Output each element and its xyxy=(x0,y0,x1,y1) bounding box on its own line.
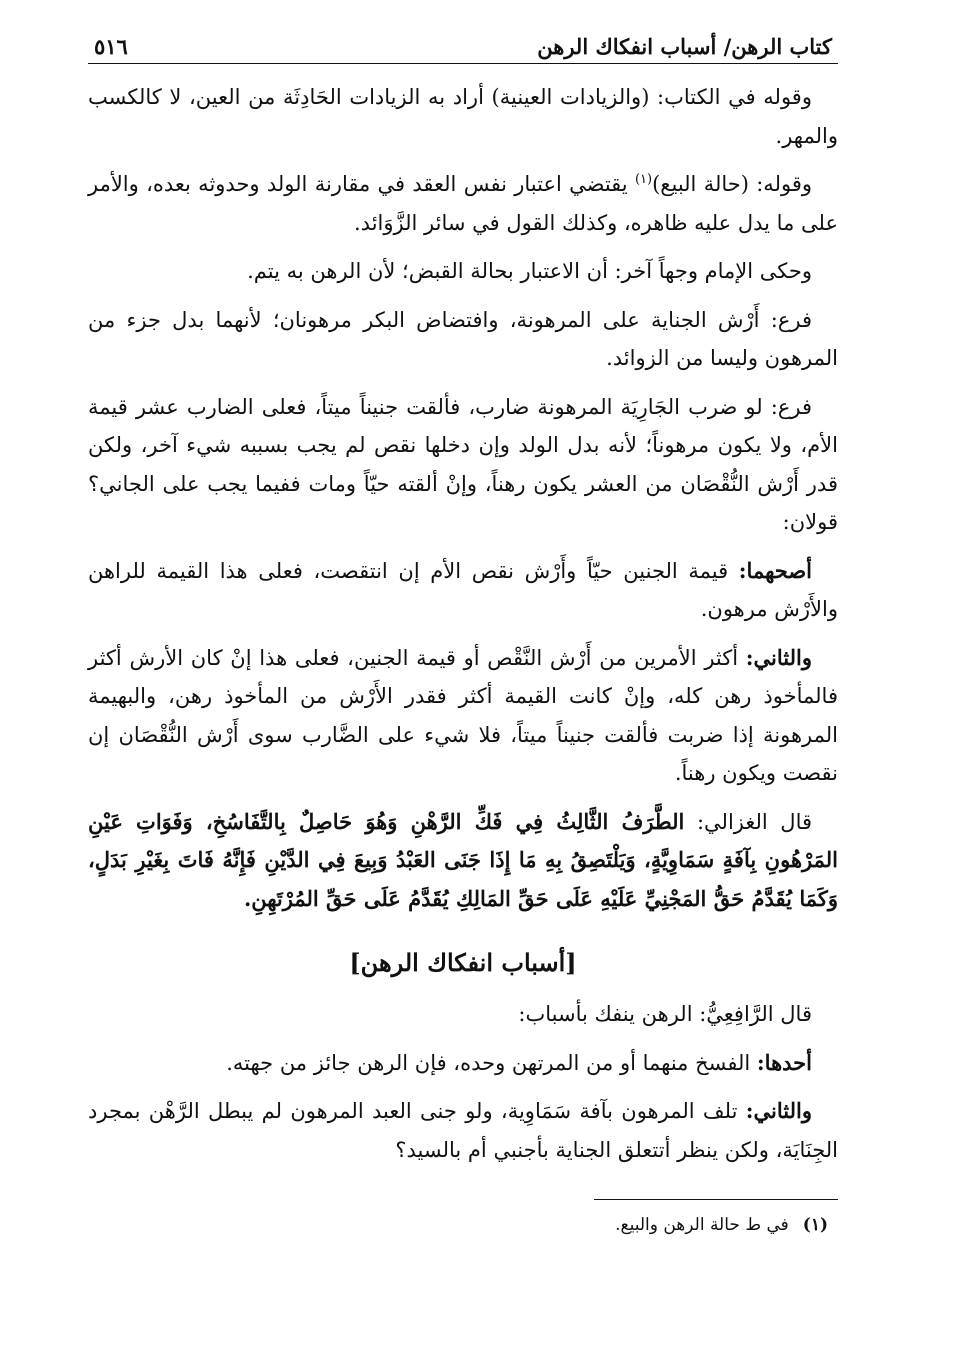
paragraph-text: تلف المرهون بآفة سَمَاوِية، ولو جنى العبد المرهون لم يبطل الرَّهْن بمجرد الجِنَايَة، ولكن ينظر أتتعلق الجناية بأجنبي أم بالسيد؟ xyxy=(88,1099,838,1162)
footnote-divider xyxy=(594,1199,838,1200)
footnote-reference: (١) xyxy=(634,172,653,187)
paragraph xyxy=(88,552,838,629)
footnote xyxy=(88,1210,838,1240)
paragraph-text: وحكى الإمام وجهاً آخر: أن الاعتبار بحالة القبض؛ لأن الرهن به يتم. xyxy=(247,259,812,283)
paragraph-text: أكثر الأمرين من أَرْش النَّقْص أو قيمة الجنين، فعلى هذا إنْ كان الأرش أكثر فالمأخوذ رهن كله، وإنْ كانت القيمة أكثر فقدر الأَرْش من المأخوذ رهن، والبهيمة المرهونة إذا ضربت فألقت جنيناً ميتاً، فلا شيء على الضَّارب سوى أَرْش النُّقْصَان إن نقصت ويكون رهناً. xyxy=(88,645,838,785)
paragraph-lead: أحدها: xyxy=(756,1049,812,1075)
paragraph xyxy=(88,165,838,242)
paragraph-text: وقوله: (حالة البيع) xyxy=(652,172,812,196)
paragraph-text: فرع: أَرْش الجناية على المرهونة، وافتضاض البكر مرهونان؛ لأنهما بدل جزء من المرهون وليسا من الزوائد. xyxy=(88,307,838,370)
paragraph-lead: والثاني: xyxy=(745,1098,812,1123)
paragraph-text: يقتضي اعتبار نفس العقد في مقارنة الولد وحدوثه بعده، والأمر على ما يدل عليه ظاهره، وكذلك القول في سائر الزَّوَائد. xyxy=(88,172,838,235)
paragraph xyxy=(88,252,838,291)
footnote-text: في ط حالة الرهن والبيع. xyxy=(615,1215,789,1235)
running-title: كتاب الرهن/ أسباب انفكاك الرهن xyxy=(537,34,832,59)
paragraph-text: الفسخ منهما أو من المرتهن وحده، فإن الرهن جائز من جهته. xyxy=(226,1050,757,1075)
paragraph-lead: أصحهما: xyxy=(738,557,812,583)
page-number: ٥١٦ xyxy=(94,34,128,59)
paragraph xyxy=(88,388,838,542)
quote-text: الطَّرَفُ الثَّالِثُ فِي فَكِّ الرَّهْنِ وَهُوَ حَاصِلٌ بِالتَّفَاسُخِ، وَفَوَاتِ عَيْنِ المَرْهُونِ بِآفَةٍ سَمَاوِيَّةٍ، وَيَلْتَصِقُ بِهِ مَا إِذَا جَنَى العَبْدُ وَبِيعَ فِي الدَّيْنِ فَإِنَّهُ فَاتَ بِغَيْرِ بَدَلٍ، وَكَمَا يُقَدَّمُ حَقُّ المَجْنِيِّ عَلَيْهِ عَلَى حَقِّ المَالِكِ يُقَدَّمُ عَلَى حَقِّ المُرْتَهِنِ. xyxy=(88,808,838,911)
paragraph xyxy=(88,639,838,793)
header-divider xyxy=(88,63,838,64)
paragraph-lead: والثاني: xyxy=(745,644,812,670)
paragraph-text: وقوله في الكتاب: (والزيادات العينية) أراد به الزيادات الحَادِثَة من العين، لا كالكسب والمهر. xyxy=(88,85,838,148)
paragraph xyxy=(88,995,838,1034)
paragraph-text: قيمة الجنين حيّاً وأَرْش نقص الأم إن انتقصت، فعلى هذا القيمة للراهن والأَرْش مرهون. xyxy=(88,558,838,621)
paragraph xyxy=(88,1092,838,1169)
page-header xyxy=(88,34,838,63)
footnote-number: (١) xyxy=(802,1215,828,1235)
book-page xyxy=(88,34,838,1344)
paragraph xyxy=(88,1044,838,1083)
paragraph xyxy=(88,78,838,155)
paragraph-text: قال الرَّافِعِيُّ: الرهن ينفك بأسباب: xyxy=(518,1002,812,1026)
paragraph-text: فرع: لو ضرب الجَارِيَة المرهونة ضارب، فألقت جنيناً ميتاً، فعلى الضارب عشر قيمة الأم، ولا يكون مرهوناً؛ لأنه بدل الولد وإن دخلها نقص لم يجب بسببه شيء آخر، ولكن قدر أَرْش النُّقْصَان من العشر يكون رهناً، وإنْ ألقته حيّاً ومات ففيما يجب على الجاني؟ قولان: xyxy=(88,394,838,534)
quote-intro: قال الغزالي: xyxy=(684,809,813,834)
ghazali-quote xyxy=(88,803,838,919)
paragraph xyxy=(88,301,838,378)
section-heading: [أسباب انفكاك الرهن] xyxy=(349,948,577,977)
